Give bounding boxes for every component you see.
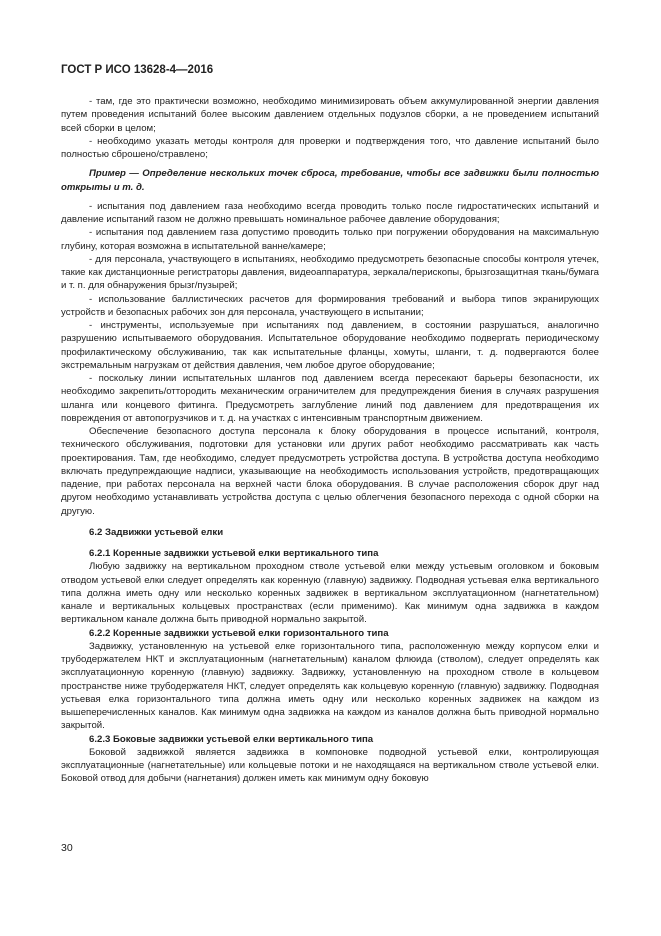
paragraph: Задвижку, установленную на устьевой елке горизонтального типа, расположенную между корпусом елки и трубодержателем НКТ и эксплуатационным (нагнетательным) каналом флюида (стволом), следует определять как эксплуатационную коренную (главную) задвижку. Задвижку, установленную на проходном стволе в кольцевом пространстве ниже трубодержателя НКТ, следует определять как кольцевую коренную (главную) задвижку. Подводная устьевая елка горизонтального типа должна иметь одну или несколько коренных задвижек на каждом из вышеперечисленных каналов. Как минимум одна задвижка на каждом из каналов должна быть приводной нормально закрытой.	[61, 640, 599, 732]
section-heading-6-2: 6.2 Задвижки устьевой елки	[89, 526, 224, 538]
paragraph: - испытания под давлением газа допустимо проводить только при погружении оборудования на максимальную глубину, которая возможна в испытательной ванне/камере;	[61, 227, 599, 252]
paragraph: Обеспечение безопасного доступа персонала к блоку оборудования в процессе испытаний, контроля, технического обслуживания, подготовки для установки или других работ необходимо рассматривать как часть проектирования. Там, где необходимо, следует предусмотреть устройства доступа. В устройства доступа необходимо включать предупреждающие надписи, указывающие на необходимость использования устройств, предотвращающих падение, при работах персонала на верхней части блока оборудования. В случае расположения сборок друг над другом необходимо устанавливать устройства доступа с целью облегчения безопасного перехода с одной сборки на другую.	[61, 426, 599, 517]
paragraph: - инструменты, используемые при испытаниях под давлением, в состоянии разрушаться, аналогично разрушению испытываемого оборудования. Испытательное оборудование необходимо подвергать периодическому профилактическому обслуживанию, так как испытательные фланцы, хомуты, шланги, т. д. подвергаются более экстремальным нагрузкам от действия давления, чем любое другое оборудование;	[61, 320, 599, 371]
section-heading-6-2-3: 6.2.3 Боковые задвижки устьевой елки вертикального типа	[89, 733, 374, 745]
paragraph: - необходимо указать методы контроля для проверки и подтверждения того, что давление испытаний было полностью сброшено/стравлено;	[61, 135, 599, 160]
paragraph: - поскольку линии испытательных шлангов под давлением всегда пересекают барьеры безопасности, их необходимо закрепить/оттородить механическим ограничителем для предупреждения биения в случаях разрушения шланга или концевого фитинга. Предусмотреть заглубление линий под давлением для предотвращения их повреждения от автопогрузчиков и т. д. на участках с интенсивным транспортным движением.	[61, 373, 599, 424]
paragraph: - там, где это практически возможно, необходимо минимизировать объем аккумулированной энергии давления путем проведения испытаний более высоким давлением отдельных подузлов сборки, а не проведением испытаний всей сборки в целом;	[61, 96, 599, 134]
document-header: ГОСТ Р ИСО 13628-4—2016	[61, 64, 214, 76]
paragraph: - использование баллистических расчетов для формирования требований и выбора типов экранирующих устройств и безопасных рабочих зон для персонала, участвующего в испытании;	[61, 293, 599, 318]
page-number: 30	[61, 842, 73, 854]
paragraph: Любую задвижку на вертикальном проходном стволе устьевой елки между устьевым оголовком и боковым отводом устьевой елки следует определять как коренную (главную) задвижку. Подводная устьевая елка вертикального типа должна иметь одну или несколько коренных задвижек в вертикальном эксплуатационном (нагнетательном) канале и вертикальных кольцевых пространствах (если применимо). Как минимум одна задвижка в каждом вертикальном канале должна быть приводной нормально закрытой.	[61, 561, 599, 626]
paragraph: - испытания под давлением газа необходимо всегда проводить только после гидростатических испытаний и давление испытаний газом не должно превышать номинальное рабочее давление оборудования;	[61, 200, 599, 225]
paragraph: - для персонала, участвующего в испытаниях, необходимо предусмотреть безопасные способы контроля утечек, такие как дистанционные регистраторы давления, видеоаппаратура, зеркала/перископы, брызгозащитная ткань/бумага и т. п. для обнаружения брызг/пузырей;	[61, 253, 599, 292]
section-heading-6-2-1: 6.2.1 Коренные задвижки устьевой елки вертикального типа	[89, 548, 379, 559]
example-note: Пример — Определение нескольких точек сброса, требование, чтобы все задвижки были полностью открыты и т. д.	[61, 168, 599, 193]
document-body	[61, 95, 599, 786]
section-heading-6-2-2: 6.2.2 Коренные задвижки устьевой елки горизонтального типа	[89, 627, 389, 639]
paragraph: Боковой задвижкой является задвижка в компоновке подводной устьевой елки, контролирующая эксплуатационные (нагнетательные) или кольцевые потоки и не находящаяся на вертикальном стволе устьевой елки. Боковой отвод для добычи (нагнетания) должен иметь как минимум одну боковую	[61, 746, 599, 785]
